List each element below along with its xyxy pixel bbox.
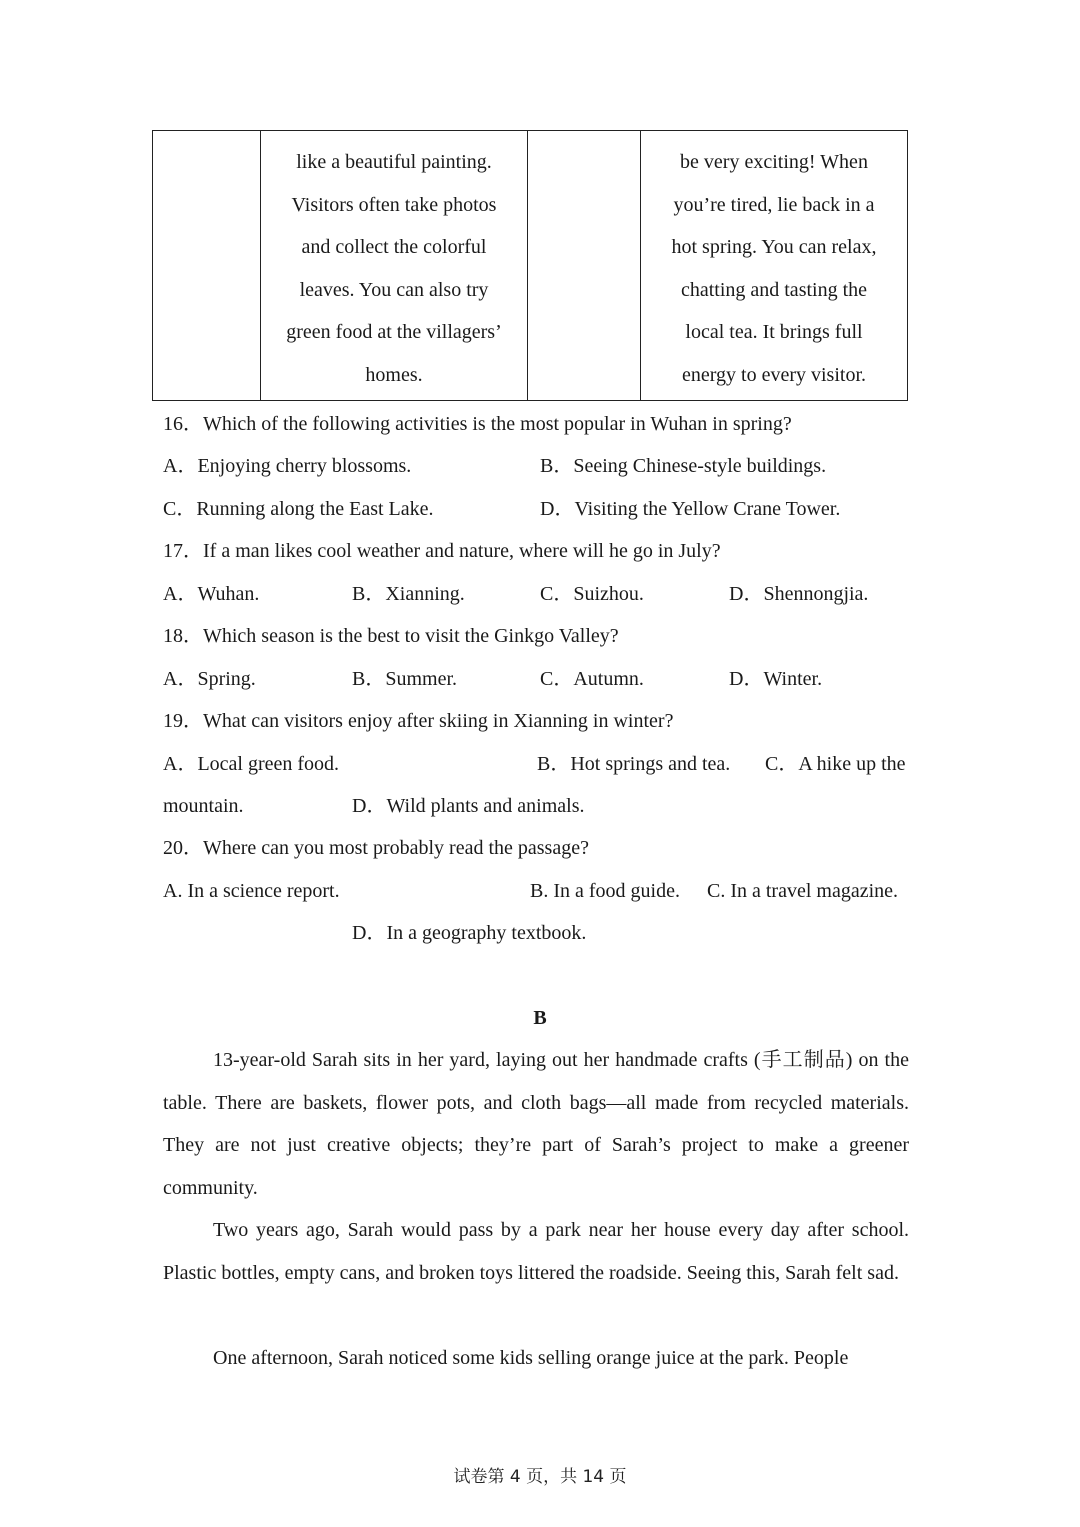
attractions-table [152, 130, 908, 401]
q16-option-b: B．Seeing Chinese-style buildings. [540, 455, 827, 477]
paragraph: Two years ago, Sarah would pass by a park near her house every day after school. Plastic bottles, empty cans, and broken toys littered the roadside. Seeing this, Sarah felt sad. [163, 1219, 909, 1284]
cell-line: Visitors often take photos [291, 193, 497, 216]
q18-option-b: B．Summer. [352, 668, 458, 690]
q19-option-b: B．Hot springs and tea. [537, 753, 731, 775]
cell-line: like a beautiful painting. [296, 151, 492, 173]
q20-option-b: B. In a food guide. [530, 880, 680, 902]
paragraph: 13-year-old Sarah sits in her yard, laying out her handmade crafts (手工制品) on the table. There are baskets, flower pots, and cloth bags—all made from recycled materials. They are not just creative objects; they’re part of Sarah’s project to make a greener community. [163, 1049, 909, 1199]
cell-line: local tea. It brings full [685, 321, 863, 343]
cell-line: be very exciting! When [680, 151, 868, 173]
paragraph: One afternoon, Sarah noticed some kids selling orange juice at the park. People [213, 1347, 849, 1369]
q19-option-a: A．Local green food. [163, 753, 340, 775]
question-17-stem: 17．If a man likes cool weather and nature, where will he go in July? [163, 540, 721, 562]
q20-option-a: A. In a science report. [163, 880, 340, 902]
q20-option-d: D．In a geography textbook. [352, 922, 587, 944]
cell-line: leaves. You can also try [299, 278, 489, 301]
table-cell [528, 131, 641, 401]
question-18-stem: 18．Which season is the best to visit the Ginkgo Valley? [163, 625, 619, 647]
cell-line: green food at the villagers’ [286, 321, 502, 343]
q19-option-c-continued: mountain. [163, 795, 244, 817]
q16-option-c: C．Running along the East Lake. [163, 498, 434, 520]
table-cell [153, 131, 261, 401]
q16-option-d: D．Visiting the Yellow Crane Tower. [540, 498, 841, 520]
cell-line: hot spring. You can relax, [671, 236, 877, 258]
page-footer: 试卷第 4 页，共 14 页 [453, 1467, 627, 1487]
q17-option-d: D．Shennongjia. [729, 583, 869, 605]
cell-line: homes. [365, 363, 423, 386]
q18-option-c: C．Autumn. [540, 668, 644, 690]
table-row [153, 131, 908, 401]
q18-option-a: A．Spring. [163, 668, 256, 690]
q16-option-a: A．Enjoying cherry blossoms. [163, 455, 412, 477]
cell-line: energy to every visitor. [681, 363, 867, 386]
q19-option-d: D．Wild plants and animals. [352, 795, 585, 817]
cell-line: and collect the colorful [301, 236, 487, 258]
section-title: B [533, 1007, 547, 1029]
table-cell [641, 131, 908, 401]
question-19-stem: 19．What can visitors enjoy after skiing in Xianning in winter? [163, 710, 674, 732]
cell-line: chatting and tasting the [680, 278, 868, 301]
q17-option-c: C．Suizhou. [540, 583, 644, 605]
question-16-stem: 16．Which of the following activities is the most popular in Wuhan in spring? [163, 413, 792, 435]
q17-option-b: B．Xianning. [352, 583, 465, 605]
q17-option-a: A．Wuhan. [163, 583, 260, 605]
q20-option-c: C. In a travel magazine. [707, 880, 899, 902]
q19-option-c: C．A hike up the [765, 753, 906, 775]
q18-option-d: D．Winter. [729, 668, 823, 690]
question-20-stem: 20．Where can you most probably read the passage? [163, 837, 589, 859]
cell-line: you’re tired, lie back in a [673, 193, 875, 216]
table-cell [261, 131, 528, 401]
